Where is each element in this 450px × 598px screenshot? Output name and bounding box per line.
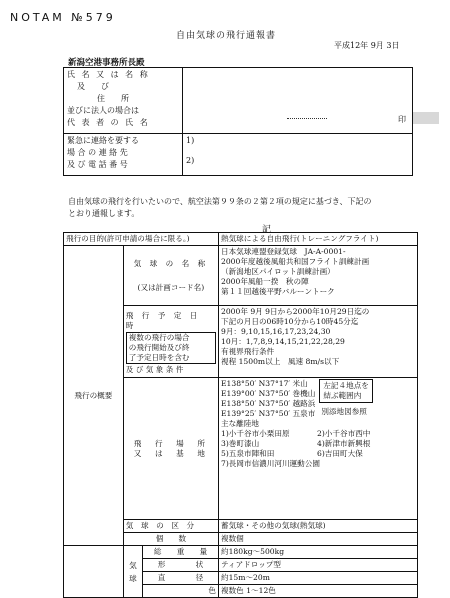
place-label: 飛 行 場 所 又 は 基 地 xyxy=(123,378,218,520)
applicant-table xyxy=(63,67,413,176)
flight-table xyxy=(63,232,418,598)
balloon-name-value: 日本気球連盟登録気球 JA-A-0001- 2000年度越後風船共和国フライト訓練計画 （新潟地区パイロット訓練計画） 2000年風船一揆 秋の陣 第１１回越後平野バルーントーク xyxy=(219,246,418,306)
shape-value: ティアドロップ型 xyxy=(219,559,418,572)
notam-number: NOTAM №579 xyxy=(10,11,116,24)
redaction-dots xyxy=(287,118,327,119)
intro-line-2: とおり通報します。 xyxy=(68,209,140,218)
diameter-label: 直 径 xyxy=(143,572,219,585)
contact-label-cell: 緊急に連絡を要する 場 合 の 連 絡 先 及 び 電 話 番 号 xyxy=(64,134,183,176)
type-label: 気 球 の 区 分 xyxy=(123,520,218,533)
schedule-multi-box: 複数の飛行の場合 の飛行開始及び終 了予定日時を含む xyxy=(126,332,216,364)
diameter-value: 約15m～20m xyxy=(219,572,418,585)
contact-value-cell: 1) 2) xyxy=(183,134,413,176)
applicant-value-cell xyxy=(183,68,413,134)
overview-label: 飛行の概要 xyxy=(64,246,124,546)
place-value: E138°50′ N37°17′ 米山 E139°00′ N37°50′ 巻機山 E138°50′ N37°50′ 越路浜 E139°25′ N37°50′ 五泉市 左記４地点を 結ぶ範囲内 別添地図参照 主な離陸地 1)小千谷市小栗田原 2)小千谷市西中 3)巻町漆山 4)新津市新興根 5)五泉市陣和田 6)吉田町大保 7)長岡市信濃川河川運動公園 xyxy=(219,378,418,520)
count-label: 個 数 xyxy=(123,533,218,546)
purpose-value: 熱気球による自由飛行(トレーニングフライト) xyxy=(219,233,418,246)
shape-label: 形 状 xyxy=(143,559,219,572)
weight-value: 約180kg～500kg xyxy=(219,546,418,559)
area-note: 左記４地点を 結ぶ範囲内 xyxy=(319,379,373,403)
addressee: 新潟空港事務所長殿 xyxy=(68,58,145,68)
type-value: 蓄気球・その他の気球(熱気球) xyxy=(219,520,418,533)
intro-line-1: 自由気球の飛行を行いたいので、航空法第９９条の２第２項の規定に基づき、下記の xyxy=(68,197,372,206)
balloon-name-label: 気 球 の 名 称 (又は計画コード名) xyxy=(123,246,218,306)
weight-label: 総 重 量 xyxy=(143,546,219,559)
document-title: 自由気球の飛行通報書 xyxy=(176,31,277,41)
schedule-label: 飛 行 予 定 日 時 複数の飛行の場合 の飛行開始及び終 了予定日時を含む 及 び 気 象 条 件 xyxy=(123,306,218,378)
document-date: 平成12年 9月 3日 xyxy=(334,41,400,50)
count-value: 複数個 xyxy=(219,533,418,546)
color-label: 色 xyxy=(143,585,219,598)
purpose-label: 飛行の目的(許可申請の場合に限る。) xyxy=(64,233,219,246)
color-value: 複数色 1～12色 xyxy=(219,585,418,598)
schedule-value: 2000年 9月 9日から2000年10月29日迄の 下記の月日の06時10分から10時45分迄 9月：9,10,15,16,17,23,24,30 10月：1,7,8,9,14,15,21,22,28,29 有視界飛行条件 視程 1500m以上 風速 8m/s以下 xyxy=(219,306,418,378)
ki-heading: 記 xyxy=(262,225,272,235)
applicant-label-cell: 氏 名 又 は 名 称 及 び 住 所 並びに法人の場合は 代 表 者 の 氏 名 xyxy=(64,68,183,134)
balloon-spec-group: 気球 xyxy=(123,546,142,598)
redaction-box xyxy=(413,112,439,124)
seal-mark: 印 xyxy=(398,115,406,124)
